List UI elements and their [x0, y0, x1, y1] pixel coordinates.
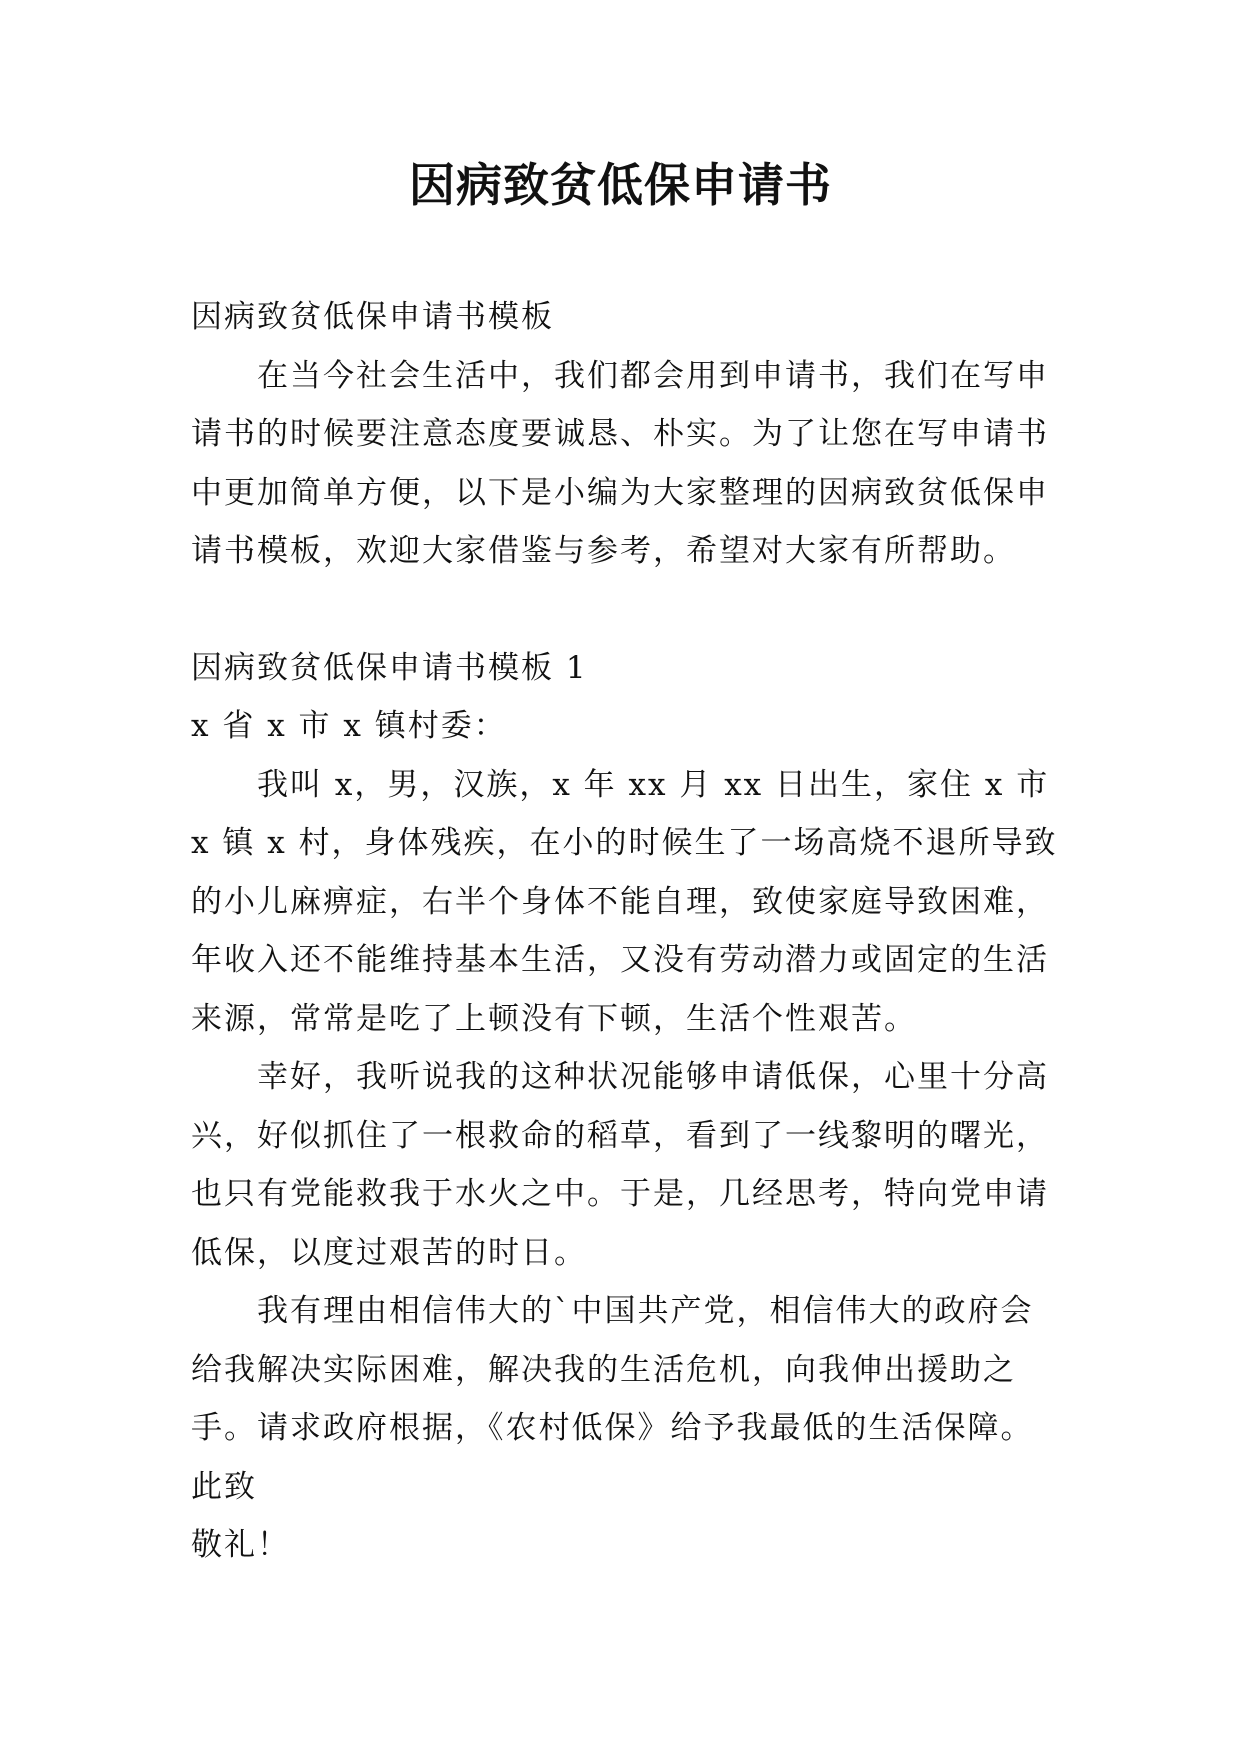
section-spacer	[191, 581, 1061, 639]
subtitle: 因病致贫低保申请书模板	[191, 299, 554, 335]
body-paragraph: 我有理由相信伟大的`中国共产党，相信伟大的政府会给我解决实际困难，解决我的生活危机，向我伸出援助之手。请求政府根据，《农村低保》给予我最低的生活保障。	[191, 1293, 1034, 1446]
body-paragraph: 我叫 x，男，汉族，x 年 xx 月 xx 日出生，家住 x 市 x 镇 x 村，身体残疾，在小的时候生了一场高烧不退所导致的小儿麻痹症，右半个身体不能自理，致使家庭导致困难，年收入还不能维持基本生活，又没有劳动潜力或固定的生活来源，常常是吃了上顿没有下顿，生活个性艰苦。	[191, 766, 1058, 1037]
closing-salute: 敬礼！	[191, 1527, 290, 1563]
closing-line: 此致	[191, 1468, 257, 1505]
document-title: 因病致贫低保申请书	[409, 158, 832, 212]
document-body	[191, 288, 1061, 1575]
intro-paragraph: 在当今社会生活中，我们都会用到申请书，我们在写申请书的时候要注意态度要诚恳、朴实。为了让您在写申请书中更加简单方便，以下是小编为大家整理的因病致贫低保申请书模板，欢迎大家借鉴与参考，希望对大家有所帮助。	[191, 357, 1049, 569]
salutation: x 省 x 市 x 镇村委：	[191, 708, 507, 744]
template-heading: 因病致贫低保申请书模板 1	[191, 649, 588, 686]
body-paragraph: 幸好，我听说我的这种状况能够申请低保，心里十分高兴，好似抓住了一根救命的稻草，看到了一线黎明的曙光，也只有党能救我于水火之中。于是，几经思考，特向党申请低保，以度过艰苦的时日。	[191, 1059, 1049, 1271]
